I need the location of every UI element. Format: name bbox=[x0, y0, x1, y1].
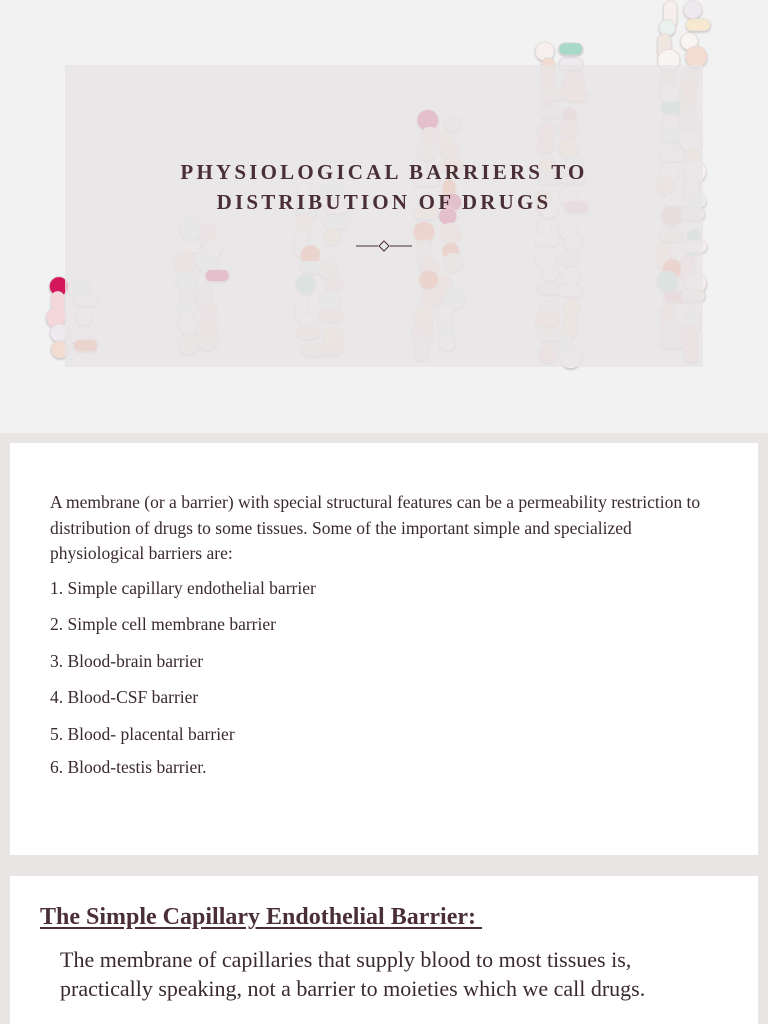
list-item: 5. Blood- placental barrier bbox=[50, 723, 235, 744]
pill-shape bbox=[684, 1, 702, 19]
list-item: 1. Simple capillary endothelial barrier bbox=[50, 577, 316, 598]
list-item: 4. Blood-CSF barrier bbox=[50, 687, 199, 708]
list-item: 3. Blood-brain barrier bbox=[50, 650, 204, 671]
pill-shape bbox=[686, 19, 710, 31]
title-line-2: DISTRIBUTION OF DRUGS bbox=[216, 190, 552, 214]
section-slide bbox=[10, 876, 758, 1024]
title-slide bbox=[0, 0, 768, 433]
page-title bbox=[180, 157, 587, 217]
pill-shape bbox=[535, 42, 554, 61]
title-overlay-panel bbox=[65, 65, 703, 367]
section-body-line-2: practically speaking, not a barrier to moieties which we call drugs. bbox=[60, 976, 646, 1001]
section-heading: The Simple Capillary Endothelial Barrier: bbox=[40, 904, 482, 930]
barrier-list bbox=[50, 577, 718, 779]
diamond-divider-icon bbox=[356, 239, 412, 253]
pill-shape bbox=[559, 43, 583, 55]
section-body bbox=[60, 945, 758, 1003]
section-body-line-1: The membrane of capillaries that supply blood to most tissues is, bbox=[60, 947, 632, 972]
list-item: 2. Simple cell membrane barrier bbox=[50, 614, 276, 635]
pill-shape bbox=[659, 20, 675, 36]
list-item: 6. Blood-testis barrier. bbox=[50, 757, 207, 778]
intro-slide bbox=[10, 443, 758, 855]
title-line-1: PHYSIOLOGICAL BARRIERS TO bbox=[180, 160, 588, 184]
intro-paragraph: A membrane (or a barrier) with special structural features can be a permeability restriction to distribution of drugs to some tissues. Some of the important simple and specialized physiological barriers are: bbox=[50, 492, 701, 563]
